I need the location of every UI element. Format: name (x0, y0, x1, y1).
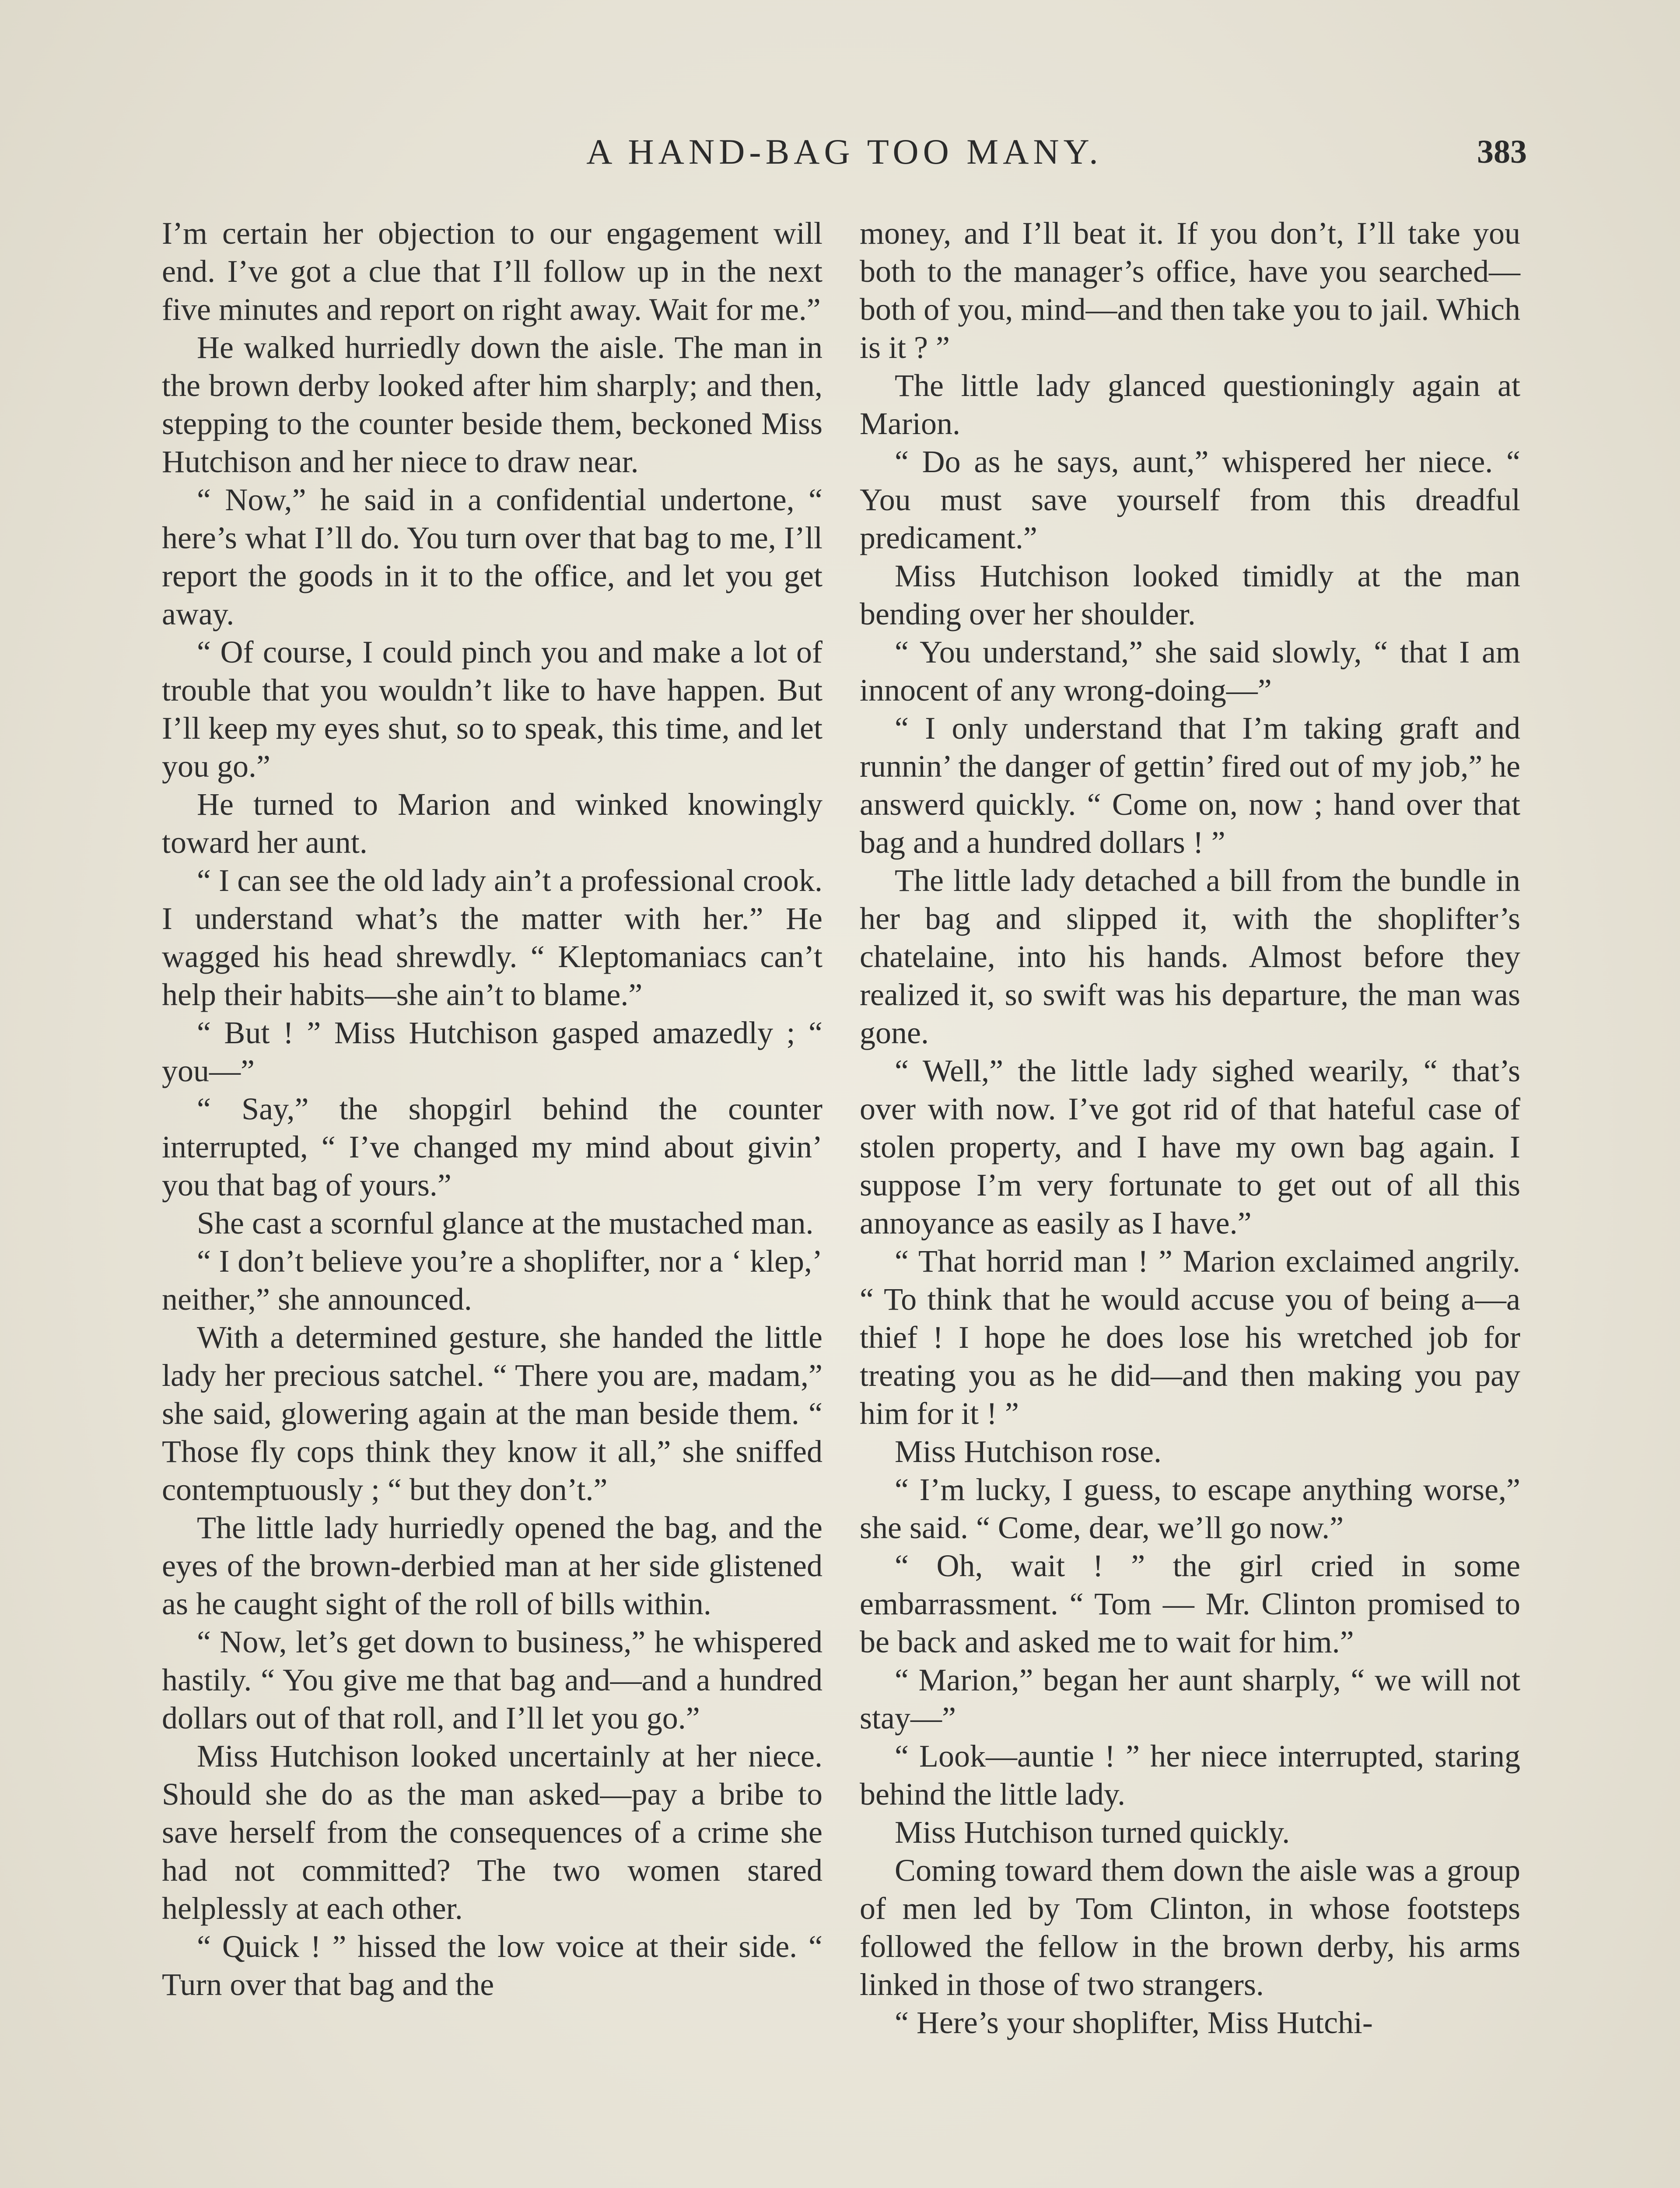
paragraph: “ Say,” the shopgirl behind the counter interrupted, “ I’ve changed my mind about givin’ you that bag of yours.” (162, 1091, 822, 1203)
running-title: A HAND-BAG TOO MANY. (586, 132, 1102, 172)
paragraph: I’m certain her objection to our engagement will end. I’ve got a clue that I’ll follow up in the next five minutes and report on right away. Wait for me.” (162, 216, 822, 327)
paragraph: With a determined gesture, she handed the little lady her precious satchel. “ There you are, madam,” she said, glowering again at the man beside them. “ Those fly cops think they know it all,” she sniffed contemptuously ; “ but they don’t.” (162, 1320, 822, 1507)
paragraph: He turned to Marion and winked knowingly toward her aunt. (162, 787, 822, 860)
paragraph: “ I can see the old lady ain’t a professional crook. I understand what’s the matter with her.” He wagged his head shrewdly. “ Kleptomaniacs can’t help their habits—she ain’t to blame.” (162, 863, 822, 1012)
paragraph: “ I only understand that I’m taking graft and runnin’ the danger of gettin’ fired out of my job,” he answerd quickly. “ Come on, now ; hand over that bag and a hundred dollars ! ” (860, 711, 1520, 860)
paragraph: “ I don’t believe you’re a shoplifter, nor a ‘ klep,’ neither,” she announced. (162, 1244, 822, 1317)
paragraph: “ Well,” the little lady sighed wearily, “ that’s over with now. I’ve got rid of that hateful case of stolen property, and I have my own bag again. I suppose I’m very fortunate to get out of all this annoyance as easily as I have.” (860, 1053, 1520, 1241)
paragraph: “ Now,” he said in a confidential undertone, “ here’s what I’ll do. You turn over that bag to me, I’ll report the goods in it to the office, and let you get away. (162, 482, 822, 631)
paragraph: “ Quick ! ” hissed the low voice at their side. “ Turn over that bag and the (162, 1929, 822, 2002)
paragraph: “ Here’s your shoplifter, Miss Hutchi- (895, 2005, 1373, 2040)
paragraph: He walked hurriedly down the aisle. The man in the brown derby looked after him sharply; and then, stepping to the counter beside them, beckoned Miss Hutchison and her niece to draw near. (162, 330, 822, 479)
right-column (860, 214, 1520, 2042)
paragraph: Miss Hutchison looked timidly at the man bending over her shoulder. (860, 558, 1520, 631)
paragraph: “ Now, let’s get down to business,” he whispered hastily. “ You give me that bag and—and a hundred dollars out of that roll, and I’ll let you go.” (162, 1624, 822, 1736)
paragraph: Coming toward them down the aisle was a group of men led by Tom Clinton, in whose footsteps followed the fellow in the brown derby, his arms linked in those of two strangers. (860, 1853, 1520, 2002)
left-column (162, 214, 822, 2004)
running-head (162, 128, 1527, 176)
paragraph: “ Of course, I could pinch you and make a lot of trouble that you wouldn’t like to have happen. But I’ll keep my eyes shut, so to speak, this time, and let you go.” (162, 635, 822, 784)
paragraph: “ I’m lucky, I guess, to escape anything worse,” she said. “ Come, dear, we’ll go now.” (860, 1472, 1520, 1545)
paragraph: “ You understand,” she said slowly, “ that I am innocent of any wrong-doing—” (860, 635, 1520, 708)
paragraph: “ Oh, wait ! ” the girl cried in some embarrassment. “ Tom — Mr. Clinton promised to be back and asked me to wait for him.” (860, 1548, 1520, 1659)
paragraph: “ Marion,” began her aunt sharply, “ we will not stay—” (860, 1662, 1520, 1736)
paragraph: She cast a scornful glance at the mustached man. (197, 1206, 814, 1241)
paragraph: Miss Hutchison looked uncertainly at her niece. Should she do as the man asked—pay a bribe to save herself from the consequences of a crime she had not committed? The two women stared helplessly at each other. (162, 1739, 822, 1926)
paragraph: The little lady hurriedly opened the bag, and the eyes of the brown-derbied man at her side glistened as he caught sight of the roll of bills within. (162, 1510, 822, 1621)
paragraph: “ Do as he says, aunt,” whispered her niece. “ You must save yourself from this dreadful predicament.” (860, 444, 1520, 555)
paragraph: “ But ! ” Miss Hutchison gasped amazedly ; “ you—” (162, 1015, 822, 1088)
paragraph: “ Look—auntie ! ” her niece interrupted, staring behind the little lady. (860, 1739, 1520, 1812)
paragraph: Miss Hutchison turned quickly. (895, 1815, 1290, 1850)
page-number: 383 (1477, 133, 1527, 170)
paragraph: “ That horrid man ! ” Marion exclaimed angrily. “ To think that he would accuse you of being a—a thief ! I hope he does lose his wretched job for treating you as he did—and then making you pay him for it ! ” (860, 1244, 1520, 1431)
paragraph: money, and I’ll beat it. If you don’t, I’ll take you both to the manager’s office, have you searched—both of you, mind—and then take you to jail. Which is it ? ” (860, 216, 1520, 365)
paragraph: Miss Hutchison rose. (895, 1434, 1162, 1469)
paragraph: The little lady detached a bill from the bundle in her bag and slipped it, with the shoplifter’s chatelaine, into his hands. Almost before they realized it, so swift was his departure, the man was gone. (860, 863, 1520, 1050)
paragraph: The little lady glanced questioningly again at Marion. (860, 368, 1520, 441)
